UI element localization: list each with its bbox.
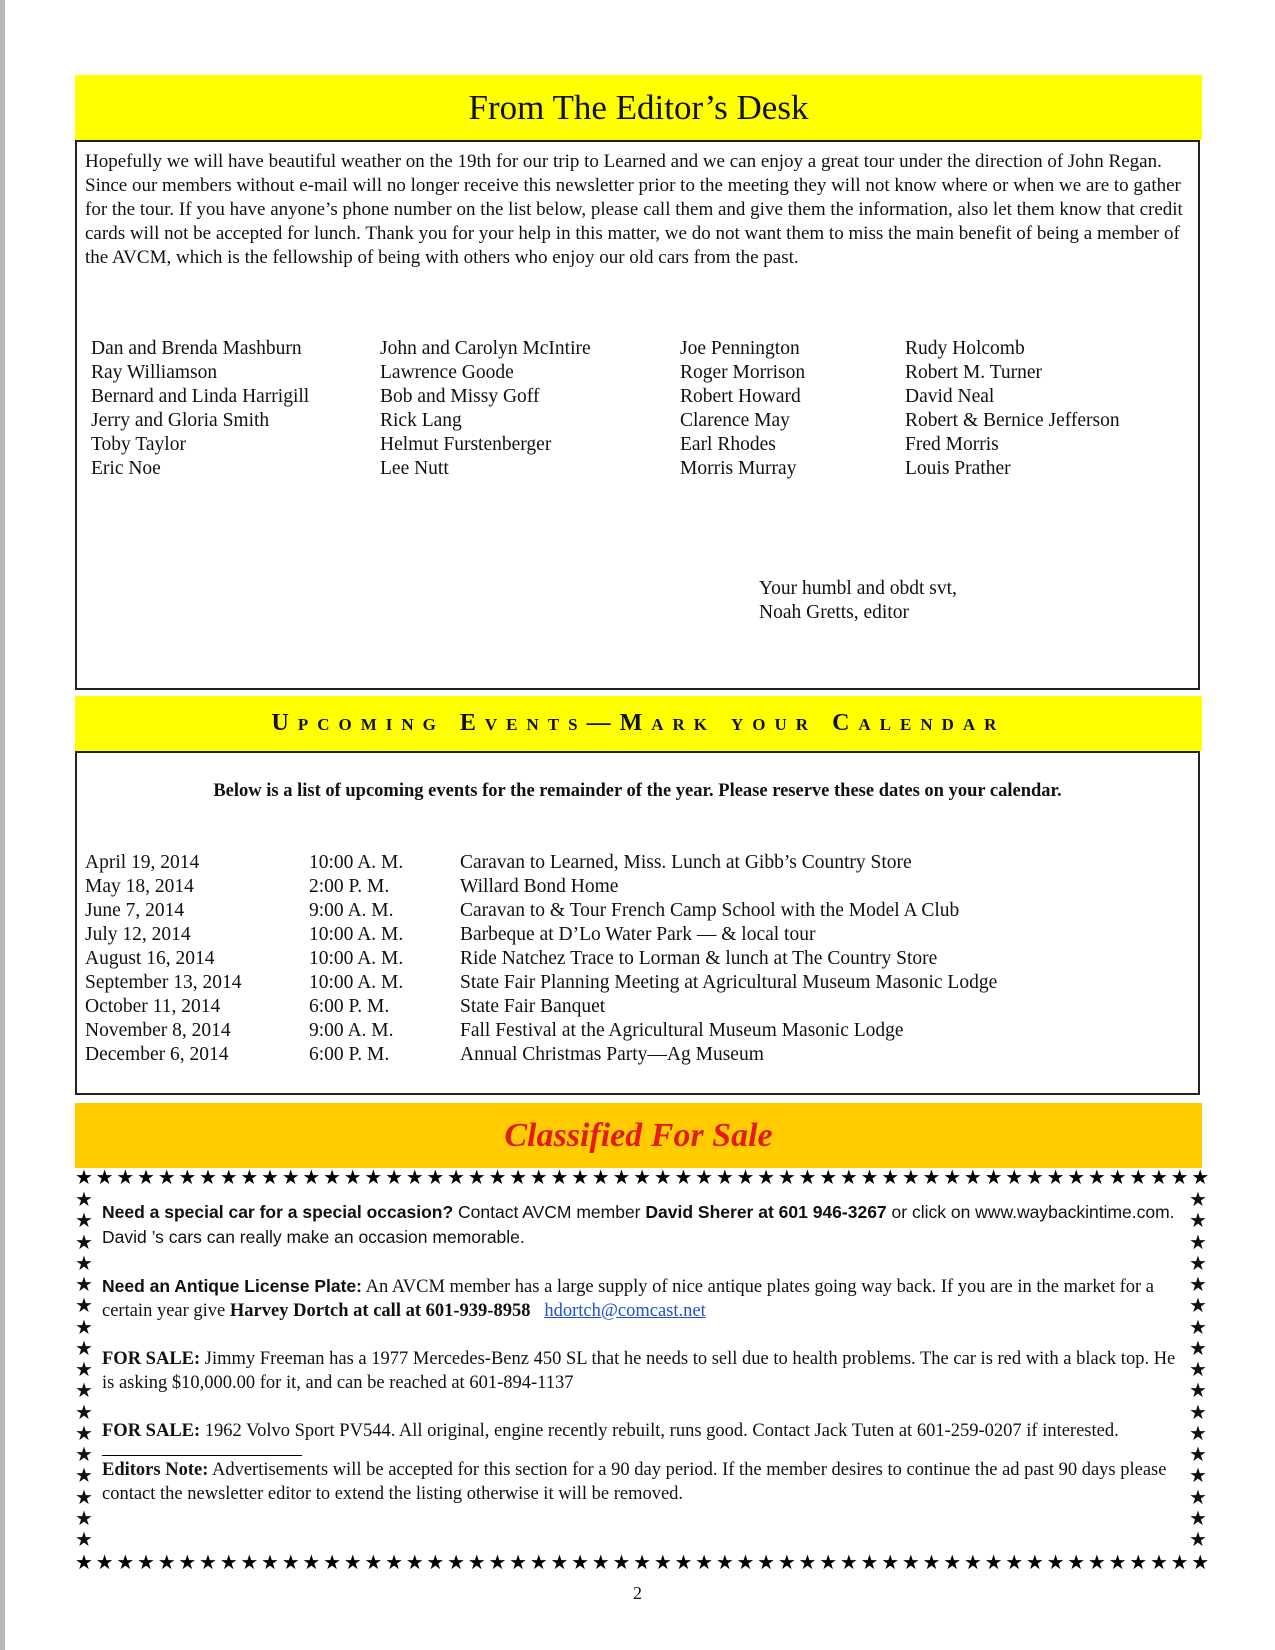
star-icon: ★ bbox=[1189, 1316, 1207, 1339]
event-row bbox=[85, 971, 997, 995]
star-icon: ★ bbox=[1189, 1380, 1207, 1403]
star-icon: ★ bbox=[736, 1552, 755, 1574]
star-icon: ★ bbox=[75, 1167, 93, 1189]
member-name: Jerry and Gloria Smith bbox=[91, 410, 270, 431]
star-icon: ★ bbox=[157, 1552, 176, 1574]
event-description: Caravan to & Tour French Camp School with the Model A Club bbox=[460, 900, 960, 921]
star-icon: ★ bbox=[653, 1552, 672, 1574]
event-description: Caravan to Learned, Miss. Lunch at Gibb’s Country Store bbox=[460, 852, 912, 873]
star-icon: ★ bbox=[1005, 1167, 1024, 1189]
event-date: November 8, 2014 bbox=[85, 1020, 231, 1041]
classified-banner bbox=[75, 1103, 1202, 1168]
star-icon: ★ bbox=[240, 1552, 259, 1574]
star-icon: ★ bbox=[116, 1167, 135, 1189]
event-time: 9:00 A. M. bbox=[309, 900, 394, 921]
star-icon: ★ bbox=[612, 1167, 631, 1189]
star-icon: ★ bbox=[178, 1552, 197, 1574]
email-link[interactable]: hdortch@comcast.net bbox=[544, 1301, 706, 1321]
note-lead: Editors Note: bbox=[102, 1460, 209, 1480]
star-icon: ★ bbox=[75, 1507, 93, 1530]
event-time: 10:00 A. M. bbox=[309, 924, 404, 945]
star-icon: ★ bbox=[591, 1552, 610, 1574]
star-border-right bbox=[1189, 1190, 1207, 1550]
star-icon: ★ bbox=[219, 1552, 238, 1574]
star-icon: ★ bbox=[509, 1552, 528, 1574]
star-icon: ★ bbox=[984, 1167, 1003, 1189]
star-icon: ★ bbox=[137, 1167, 155, 1189]
member-name: Bob and Missy Goff bbox=[380, 386, 540, 407]
event-date: September 13, 2014 bbox=[85, 972, 242, 993]
event-time: 9:00 A. M. bbox=[309, 1020, 394, 1041]
star-icon: ★ bbox=[674, 1167, 693, 1189]
events-title: Upcoming Events—Mark your Calendar bbox=[271, 710, 1006, 736]
event-date: August 16, 2014 bbox=[85, 948, 215, 969]
star-border-bottom bbox=[75, 1553, 1210, 1573]
events-box bbox=[75, 751, 1200, 1095]
star-icon: ★ bbox=[405, 1552, 424, 1574]
member-name: Robert & Bernice Jefferson bbox=[905, 410, 1120, 431]
star-icon: ★ bbox=[715, 1552, 734, 1574]
star-icon: ★ bbox=[1189, 1465, 1207, 1488]
star-icon: ★ bbox=[137, 1552, 155, 1574]
star-icon: ★ bbox=[426, 1552, 445, 1574]
event-row bbox=[85, 1043, 997, 1067]
star-icon: ★ bbox=[839, 1552, 858, 1574]
star-icon: ★ bbox=[75, 1295, 93, 1318]
star-icon: ★ bbox=[1189, 1422, 1207, 1445]
star-icon: ★ bbox=[261, 1167, 279, 1189]
star-icon: ★ bbox=[1189, 1189, 1207, 1211]
ad-text: 1962 Volvo Sport PV544. All original, engine recently rebuilt, runs good. Contact Jack Tuten at 601-259-0207 if interested. bbox=[200, 1421, 1119, 1441]
star-icon: ★ bbox=[95, 1552, 114, 1574]
star-icon: ★ bbox=[1189, 1401, 1207, 1424]
star-icon: ★ bbox=[798, 1167, 817, 1189]
star-icon: ★ bbox=[343, 1167, 362, 1189]
ad-text: or click on www.waybackintime.com. David ’s cars can really make an occasion memorable. bbox=[102, 1202, 1175, 1247]
star-icon: ★ bbox=[75, 1529, 93, 1551]
star-icon: ★ bbox=[75, 1401, 93, 1424]
classified-content bbox=[102, 1200, 1187, 1530]
event-time: 10:00 A. M. bbox=[309, 972, 404, 993]
member-name: Ray Williamson bbox=[91, 362, 218, 383]
star-icon: ★ bbox=[467, 1167, 486, 1189]
star-icon: ★ bbox=[550, 1167, 569, 1189]
star-icon: ★ bbox=[1067, 1167, 1086, 1189]
ad-text: Contact AVCM member bbox=[453, 1202, 646, 1222]
star-icon: ★ bbox=[963, 1167, 982, 1189]
member-name: Dan and Brenda Mashburn bbox=[91, 338, 302, 359]
star-icon: ★ bbox=[1087, 1552, 1106, 1574]
event-description: Barbeque at D’Lo Water Park — & local tour bbox=[460, 924, 816, 945]
star-icon: ★ bbox=[75, 1252, 93, 1275]
star-icon: ★ bbox=[901, 1167, 920, 1189]
star-icon: ★ bbox=[1189, 1529, 1207, 1551]
star-icon: ★ bbox=[323, 1552, 341, 1574]
classified-ad bbox=[102, 1419, 1187, 1443]
star-icon: ★ bbox=[674, 1552, 693, 1574]
star-icon: ★ bbox=[1129, 1167, 1148, 1189]
star-icon: ★ bbox=[385, 1552, 404, 1574]
classified-ad bbox=[102, 1274, 1187, 1323]
star-icon: ★ bbox=[75, 1359, 93, 1381]
star-icon: ★ bbox=[1149, 1167, 1168, 1189]
star-icon: ★ bbox=[116, 1552, 135, 1574]
star-icon: ★ bbox=[943, 1552, 962, 1574]
star-icon: ★ bbox=[467, 1552, 486, 1574]
star-icon: ★ bbox=[1189, 1274, 1207, 1296]
star-icon: ★ bbox=[860, 1552, 879, 1574]
star-icon: ★ bbox=[1191, 1552, 1210, 1574]
star-icon: ★ bbox=[157, 1167, 176, 1189]
star-icon: ★ bbox=[1005, 1552, 1024, 1574]
star-icon: ★ bbox=[1170, 1552, 1189, 1574]
member-name: Lawrence Goode bbox=[380, 362, 514, 383]
star-icon: ★ bbox=[571, 1167, 590, 1189]
event-date: December 6, 2014 bbox=[85, 1044, 229, 1065]
star-icon: ★ bbox=[343, 1552, 362, 1574]
event-time: 2:00 P. M. bbox=[309, 876, 390, 897]
star-icon: ★ bbox=[1108, 1552, 1127, 1574]
star-icon: ★ bbox=[922, 1552, 941, 1574]
star-icon: ★ bbox=[385, 1167, 404, 1189]
star-icon: ★ bbox=[1189, 1444, 1207, 1466]
event-date: April 19, 2014 bbox=[85, 852, 200, 873]
star-icon: ★ bbox=[819, 1552, 838, 1574]
star-icon: ★ bbox=[571, 1552, 590, 1574]
member-name: Fred Morris bbox=[905, 434, 999, 455]
ad-lead: FOR SALE: bbox=[102, 1421, 201, 1441]
star-icon: ★ bbox=[653, 1167, 672, 1189]
names-column-3 bbox=[680, 337, 805, 481]
event-description: Willard Bond Home bbox=[460, 876, 619, 897]
star-icon: ★ bbox=[1046, 1552, 1065, 1574]
star-icon: ★ bbox=[75, 1231, 93, 1254]
star-icon: ★ bbox=[901, 1552, 920, 1574]
events-intro: Below is a list of upcoming events for the remainder of the year. Please reserve these dates on your calendar. bbox=[213, 781, 1062, 801]
member-name: Rick Lang bbox=[380, 410, 462, 431]
member-name: Joe Pennington bbox=[680, 338, 800, 359]
event-row bbox=[85, 899, 997, 923]
star-icon: ★ bbox=[75, 1316, 93, 1339]
ad-lead: Need a special car for a special occasion? bbox=[102, 1202, 454, 1222]
classified-ad bbox=[102, 1200, 1187, 1250]
star-icon: ★ bbox=[633, 1552, 652, 1574]
star-icon: ★ bbox=[75, 1380, 93, 1403]
event-date: June 7, 2014 bbox=[85, 900, 185, 921]
editors-note bbox=[102, 1458, 1187, 1506]
star-icon: ★ bbox=[757, 1167, 776, 1189]
star-icon: ★ bbox=[1108, 1167, 1127, 1189]
member-name: Robert Howard bbox=[680, 386, 801, 407]
member-name: Robert M. Turner bbox=[905, 362, 1043, 383]
event-row bbox=[85, 923, 997, 947]
star-icon: ★ bbox=[881, 1167, 900, 1189]
classified-ad bbox=[102, 1347, 1187, 1395]
star-icon: ★ bbox=[1189, 1486, 1207, 1509]
star-icon: ★ bbox=[447, 1167, 466, 1189]
star-icon: ★ bbox=[1046, 1167, 1065, 1189]
star-icon: ★ bbox=[75, 1552, 93, 1574]
star-icon: ★ bbox=[1191, 1167, 1210, 1189]
event-row bbox=[85, 995, 997, 1019]
star-icon: ★ bbox=[860, 1167, 879, 1189]
star-icon: ★ bbox=[509, 1167, 528, 1189]
star-icon: ★ bbox=[1149, 1552, 1168, 1574]
star-icon: ★ bbox=[1189, 1359, 1207, 1381]
signature-name: Noah Gretts, editor bbox=[759, 602, 910, 623]
events-banner bbox=[75, 696, 1202, 751]
member-name: Helmut Furstenberger bbox=[380, 434, 552, 455]
star-icon: ★ bbox=[591, 1167, 610, 1189]
star-icon: ★ bbox=[1189, 1507, 1207, 1530]
star-icon: ★ bbox=[695, 1167, 714, 1189]
star-icon: ★ bbox=[302, 1552, 321, 1574]
divider bbox=[102, 1455, 302, 1456]
star-icon: ★ bbox=[1189, 1295, 1207, 1318]
star-icon: ★ bbox=[405, 1167, 424, 1189]
star-icon: ★ bbox=[75, 1444, 93, 1466]
star-icon: ★ bbox=[75, 1274, 93, 1296]
star-icon: ★ bbox=[633, 1167, 652, 1189]
star-icon: ★ bbox=[1087, 1167, 1106, 1189]
star-icon: ★ bbox=[447, 1552, 466, 1574]
star-icon: ★ bbox=[1025, 1167, 1044, 1189]
star-icon: ★ bbox=[199, 1167, 217, 1189]
star-icon: ★ bbox=[777, 1167, 796, 1189]
event-time: 6:00 P. M. bbox=[309, 1044, 390, 1065]
event-description: Fall Festival at the Agricultural Museum Masonic Lodge bbox=[460, 1020, 904, 1041]
event-description: Annual Christmas Party—Ag Museum bbox=[460, 1044, 764, 1065]
star-icon: ★ bbox=[261, 1552, 279, 1574]
star-icon: ★ bbox=[695, 1552, 714, 1574]
ad-contact: David Sherer at 601 946-3267 bbox=[645, 1202, 887, 1222]
editor-box bbox=[75, 140, 1200, 690]
star-icon: ★ bbox=[529, 1167, 548, 1189]
ad-lead: Need an Antique License Plate: bbox=[102, 1276, 362, 1296]
member-name: Morris Murray bbox=[680, 458, 797, 479]
star-icon: ★ bbox=[364, 1552, 383, 1574]
member-name: Eric Noe bbox=[91, 458, 161, 479]
star-border-left bbox=[75, 1190, 93, 1550]
star-icon: ★ bbox=[612, 1552, 631, 1574]
member-name: Toby Taylor bbox=[91, 434, 186, 455]
names-column-1 bbox=[91, 337, 309, 481]
classified-box bbox=[75, 1168, 1210, 1573]
star-icon: ★ bbox=[95, 1167, 114, 1189]
star-icon: ★ bbox=[736, 1167, 755, 1189]
star-icon: ★ bbox=[1129, 1552, 1148, 1574]
event-time: 6:00 P. M. bbox=[309, 996, 390, 1017]
event-date: May 18, 2014 bbox=[85, 876, 194, 897]
event-row bbox=[85, 875, 997, 899]
star-icon: ★ bbox=[1067, 1552, 1086, 1574]
star-icon: ★ bbox=[199, 1552, 217, 1574]
star-icon: ★ bbox=[323, 1167, 341, 1189]
member-name: Rudy Holcomb bbox=[905, 338, 1025, 359]
star-icon: ★ bbox=[426, 1167, 445, 1189]
star-icon: ★ bbox=[881, 1552, 900, 1574]
signature-line: Your humbl and obdt svt, bbox=[759, 578, 957, 599]
star-border-top bbox=[75, 1168, 1210, 1188]
member-name: Clarence May bbox=[680, 410, 790, 431]
star-icon: ★ bbox=[75, 1486, 93, 1509]
star-icon: ★ bbox=[302, 1167, 321, 1189]
star-icon: ★ bbox=[178, 1167, 197, 1189]
star-icon: ★ bbox=[281, 1552, 300, 1574]
star-icon: ★ bbox=[75, 1210, 93, 1233]
editor-paragraph: Hopefully we will have beautiful weather on the 19th for our trip to Learned and we can enjoy a great tour under the direction of John Regan. Since our members without e-mail will no longer receive this newsletter prior to the meeting they will not know where or when we are to gather for the tour. If you have anyone’s phone number on the list below, please call them and give them the information, also let them know that credit cards will not be accepted for lunch. Thank you for your help in this matter, we do not want them to miss the main benefit of being a member of the AVCM, which is the fellowship of being with others who enjoy our old cars from the past. bbox=[85, 151, 1183, 268]
ad-text: Jimmy Freeman has a 1977 Mercedes-Benz 450 SL that he needs to sell due to health problems. The car is red with a black top. He is asking $10,000.00 for it, and can be reached at 601-894-1137 bbox=[102, 1349, 1176, 1393]
star-icon: ★ bbox=[922, 1167, 941, 1189]
page-number: 2 bbox=[633, 1583, 642, 1603]
member-name: Bernard and Linda Harrigill bbox=[91, 386, 310, 407]
ad-contact: Harvey Dortch at call at 601-939-8958 bbox=[229, 1301, 531, 1321]
event-description: State Fair Planning Meeting at Agricultural Museum Masonic Lodge bbox=[460, 972, 998, 993]
member-name: David Neal bbox=[905, 386, 995, 407]
editor-title: From The Editor’s Desk bbox=[468, 88, 809, 127]
star-icon: ★ bbox=[1025, 1552, 1044, 1574]
note-text: Advertisements will be accepted for this section for a 90 day period. If the member desires to continue the ad past 90 days please contact the newsletter editor to extend the listing otherwise it will be removed. bbox=[102, 1460, 1167, 1504]
star-icon: ★ bbox=[364, 1167, 383, 1189]
editor-banner bbox=[75, 75, 1202, 140]
event-date: October 11, 2014 bbox=[85, 996, 221, 1017]
event-date: July 12, 2014 bbox=[85, 924, 191, 945]
star-icon: ★ bbox=[943, 1167, 962, 1189]
star-icon: ★ bbox=[839, 1167, 858, 1189]
member-name: Roger Morrison bbox=[680, 362, 806, 383]
star-icon: ★ bbox=[777, 1552, 796, 1574]
member-name: Lee Nutt bbox=[380, 458, 449, 479]
names-column-4 bbox=[905, 337, 1120, 481]
event-row bbox=[85, 1019, 997, 1043]
star-icon: ★ bbox=[488, 1167, 507, 1189]
event-row bbox=[85, 947, 997, 971]
star-icon: ★ bbox=[75, 1422, 93, 1445]
member-name: Earl Rhodes bbox=[680, 434, 776, 455]
member-name: Louis Prather bbox=[905, 458, 1011, 479]
star-icon: ★ bbox=[75, 1465, 93, 1488]
ad-text: An AVCM member has a large supply of nice antique plates going way back. If you are in the market for a certain year give bbox=[102, 1277, 1155, 1321]
editor-signature bbox=[759, 577, 957, 625]
event-time: 10:00 A. M. bbox=[309, 948, 404, 969]
star-icon: ★ bbox=[1189, 1231, 1207, 1254]
names-column-2 bbox=[380, 337, 591, 481]
star-icon: ★ bbox=[715, 1167, 734, 1189]
star-icon: ★ bbox=[488, 1552, 507, 1574]
star-icon: ★ bbox=[281, 1167, 300, 1189]
ad-lead: FOR SALE: bbox=[102, 1349, 201, 1369]
star-icon: ★ bbox=[798, 1552, 817, 1574]
event-description: Ride Natchez Trace to Lorman & lunch at The Country Store bbox=[460, 948, 938, 969]
star-icon: ★ bbox=[529, 1552, 548, 1574]
star-icon: ★ bbox=[1189, 1210, 1207, 1233]
star-icon: ★ bbox=[819, 1167, 838, 1189]
star-icon: ★ bbox=[1189, 1252, 1207, 1275]
star-icon: ★ bbox=[75, 1337, 93, 1360]
star-icon: ★ bbox=[1170, 1167, 1189, 1189]
page-edge bbox=[0, 0, 5, 1650]
event-description: State Fair Banquet bbox=[460, 996, 606, 1017]
event-row bbox=[85, 851, 997, 875]
event-time: 10:00 A. M. bbox=[309, 852, 404, 873]
star-icon: ★ bbox=[240, 1167, 259, 1189]
star-icon: ★ bbox=[984, 1552, 1003, 1574]
star-icon: ★ bbox=[1189, 1337, 1207, 1360]
star-icon: ★ bbox=[219, 1167, 238, 1189]
star-icon: ★ bbox=[963, 1552, 982, 1574]
events-table bbox=[85, 851, 997, 1067]
star-icon: ★ bbox=[550, 1552, 569, 1574]
star-icon: ★ bbox=[75, 1189, 93, 1211]
classified-title: Classified For Sale bbox=[504, 1117, 773, 1154]
member-name: John and Carolyn McIntire bbox=[380, 338, 591, 359]
star-icon: ★ bbox=[757, 1552, 776, 1574]
